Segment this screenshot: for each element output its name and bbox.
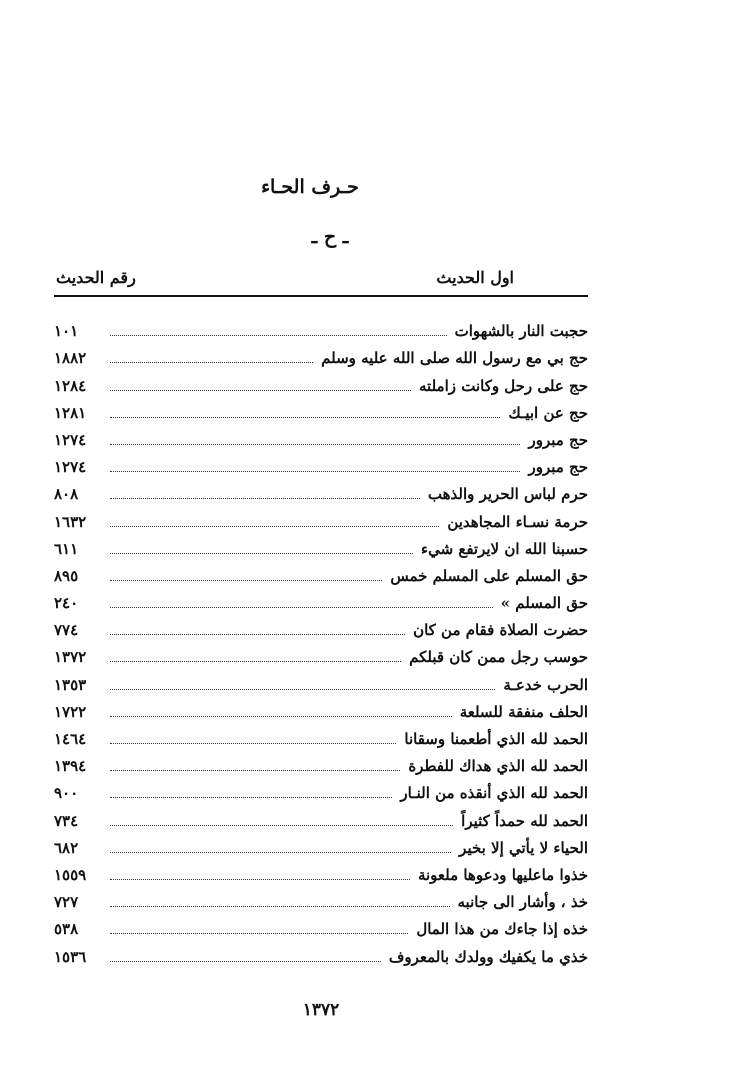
index-entry: [54, 642, 588, 669]
hadith-number: ١٨٨٢: [54, 349, 87, 368]
column-header-number: رقم الحديث: [56, 268, 136, 287]
dot-leader: [110, 417, 500, 418]
dot-leader: [110, 580, 382, 581]
index-entry: [54, 860, 588, 887]
hadith-number: ٩٠٠: [54, 784, 79, 803]
dot-leader: [110, 743, 396, 744]
hadith-number: ٧٢٧: [54, 893, 79, 912]
dot-leader: [110, 471, 520, 472]
hadith-number: ١٦٣٢: [54, 512, 87, 531]
hadith-opening: حرمة نسـاء المجاهدين: [447, 512, 588, 531]
dot-leader: [110, 961, 381, 962]
hadith-number: ٦١١: [54, 539, 79, 558]
index-entry: [54, 805, 588, 832]
hadith-opening: الحمد لله الذي أنقذه من النـار: [400, 784, 588, 803]
dot-leader: [110, 526, 439, 527]
index-entry: [54, 833, 588, 860]
dot-leader: [110, 906, 450, 907]
index-entry: [54, 506, 588, 533]
hadith-number: ١٣٩٤: [54, 757, 87, 776]
hadith-opening: الحمد لله الذي هداك للفطرة: [408, 757, 588, 776]
index-entry: [54, 452, 588, 479]
hadith-number: ١٢٨١: [54, 403, 87, 422]
hadith-opening: حج على رحل وكانت زاملته: [419, 376, 588, 395]
dot-leader: [110, 661, 401, 662]
hadith-number: ١٠١: [54, 322, 79, 341]
dot-leader: [110, 933, 408, 934]
page-title: حـرف الحـاء: [261, 176, 359, 198]
index-entry: [54, 697, 588, 724]
hadith-opening: حق المسلم على المسلم خمس: [390, 566, 588, 585]
hadith-opening: الحمد لله حمداً كثيراً: [461, 811, 588, 830]
hadith-number: ٢٤٠: [54, 594, 79, 613]
hadith-number: ٦٨٢: [54, 838, 79, 857]
index-entry: [54, 941, 588, 968]
index-entry: [54, 751, 588, 778]
hadith-opening: حسبنا الله ان لايرتفع شيء: [421, 539, 588, 558]
index-entry: [54, 534, 588, 561]
hadith-number: ٥٣٨: [54, 920, 79, 939]
index-entry: [54, 724, 588, 751]
hadith-number: ١٣٥٣: [54, 675, 87, 694]
hadith-number: ١٢٧٤: [54, 458, 87, 477]
hadith-opening: خذه إذا جاءك من هذا المال: [416, 920, 588, 939]
hadith-number: ١٢٨٤: [54, 376, 87, 395]
header-divider: [54, 295, 588, 297]
index-entry: [54, 316, 588, 343]
page-number: ١٣٧٢: [302, 1000, 340, 1020]
index-entry: [54, 479, 588, 506]
hadith-opening: حرم لباس الحرير والذهب: [427, 485, 588, 504]
index-entry: [54, 778, 588, 805]
hadith-opening: حج عن ابيـك: [508, 403, 588, 422]
hadith-opening: الحلف منفقة للسلعة: [459, 702, 588, 721]
hadith-number: ١٢٧٤: [54, 430, 87, 449]
dot-leader: [110, 607, 493, 608]
dot-leader: [110, 716, 452, 717]
dot-leader: [110, 852, 451, 853]
dot-leader: [110, 444, 520, 445]
dot-leader: [110, 797, 392, 798]
hadith-number: ٨٠٨: [54, 485, 79, 504]
hadith-number: ١٤٦٤: [54, 730, 87, 748]
hadith-number: ١٥٥٩: [54, 865, 87, 884]
hadith-opening: حج بي مع رسول الله صلى الله عليه وسلم: [321, 349, 588, 368]
hadith-opening: حوسب رجل ممن كان قبلكم: [409, 648, 588, 667]
column-header-hadith: اول الحديث: [436, 268, 514, 287]
index-entry: [54, 561, 588, 588]
hadith-number: ١٥٣٦: [54, 947, 87, 966]
hadith-number: ١٣٧٢: [54, 648, 87, 667]
hadith-number: ٧٧٤: [54, 621, 79, 640]
dot-leader: [110, 689, 495, 690]
dot-leader: [110, 825, 453, 826]
index-entry: [54, 588, 588, 615]
hadith-opening: حضرت الصلاة فقام من كان: [413, 621, 588, 640]
hadith-opening: خذي ما يكفيك وولدك بالمعروف: [388, 947, 588, 966]
dot-leader: [110, 498, 420, 499]
index-entry: [54, 398, 588, 425]
hadith-opening: حج مبرور: [528, 458, 588, 477]
index-entry: [54, 370, 588, 397]
index-entry: [54, 914, 588, 941]
index-entry: [54, 425, 588, 452]
hadith-index-list: [54, 316, 588, 969]
index-entry: [54, 887, 588, 914]
dot-leader: [110, 770, 400, 771]
hadith-opening: الحرب خدعـة: [503, 675, 588, 694]
section-letter: ـ ح ـ: [311, 226, 349, 248]
index-entry: [54, 615, 588, 642]
hadith-opening: الحمد لله الذي أطعمنا وسقانا: [404, 730, 588, 748]
hadith-number: ٧٣٤: [54, 811, 79, 830]
dot-leader: [110, 335, 447, 336]
dot-leader: [110, 362, 313, 363]
dot-leader: [110, 553, 413, 554]
hadith-opening: خذوا ماعليها ودعوها ملعونة: [417, 865, 588, 884]
dot-leader: [110, 390, 411, 391]
dot-leader: [110, 879, 410, 880]
dot-leader: [110, 634, 405, 635]
hadith-number: ٨٩٥: [54, 566, 79, 585]
index-entry: [54, 669, 588, 696]
hadith-number: ١٧٢٢: [54, 702, 87, 721]
hadith-opening: حجبت النار بالشهوات: [454, 322, 588, 341]
hadith-opening: الحياء لا يأتي إلا بخير: [459, 838, 588, 857]
index-entry: [54, 343, 588, 370]
hadith-opening: حج مبرور: [528, 430, 588, 449]
hadith-opening: خذ ، وأشار الى جانبه: [457, 893, 588, 912]
hadith-opening: حق المسلم »: [500, 594, 588, 613]
